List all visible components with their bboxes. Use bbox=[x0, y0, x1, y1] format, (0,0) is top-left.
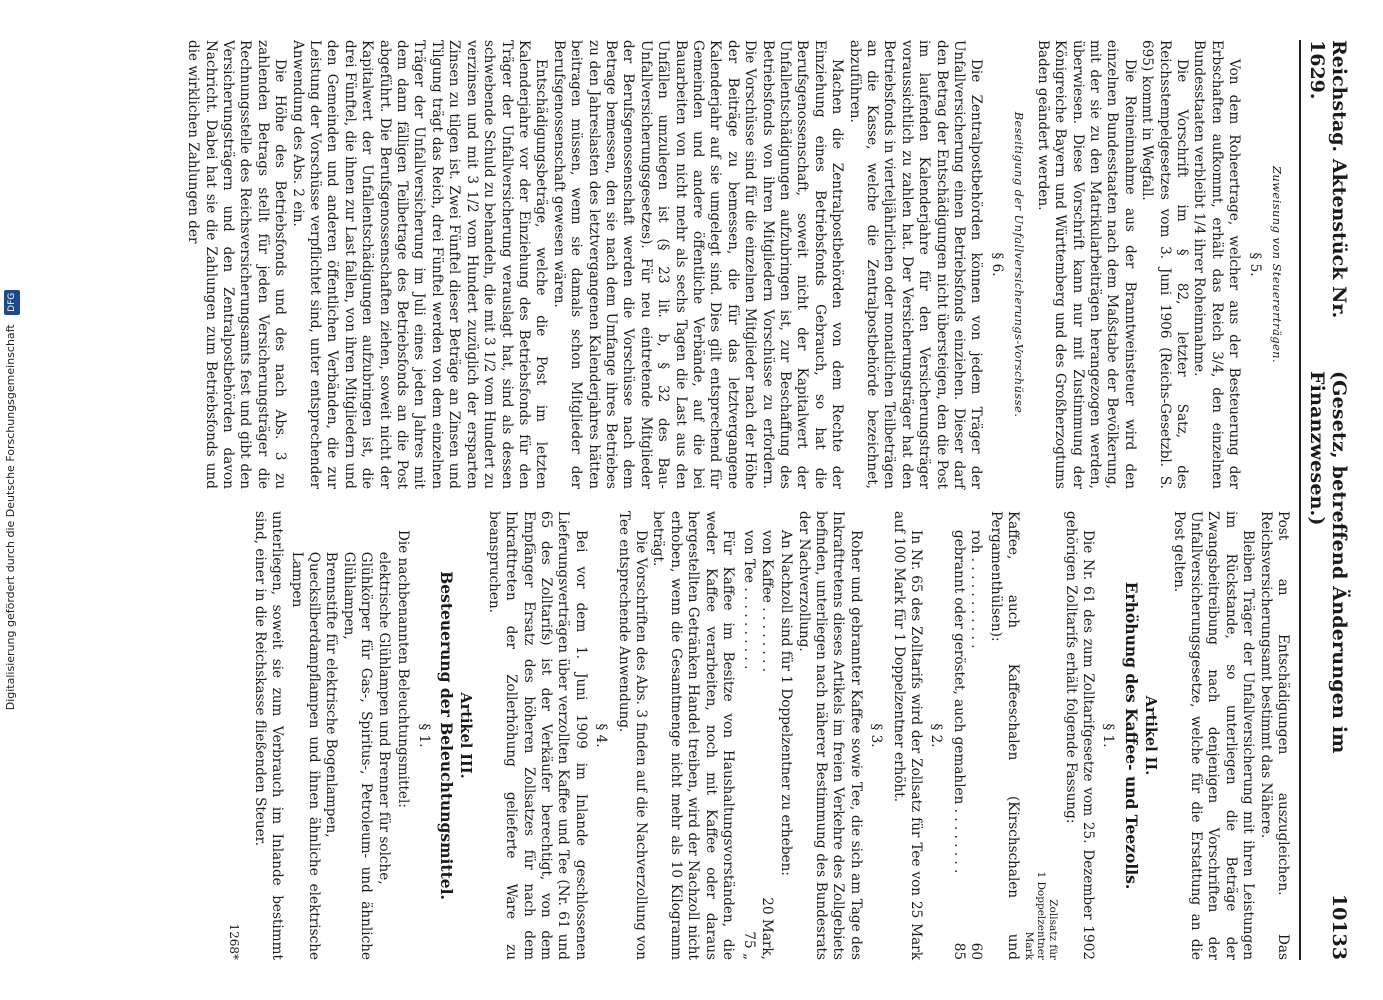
rate-value: 60 bbox=[968, 942, 985, 960]
rate-intro: Kaffee, auch Kaffeeschalen (Kirschschalen und Pergamenthülsen): bbox=[987, 511, 1022, 960]
list-item: Glühkörper für Gas-, Spiritus-, Petroleum- und ähnliche Glühlampen, bbox=[340, 551, 375, 960]
paragraph-text: Für Kaffee im Besitze von Haushaltungsvorständen, die weder Kaffee verarbeiten, noch mit Kaffee oder daraus hergestellten Getränken Handel treiben, wird der Nachzoll nicht erhoben, wenn die Gesamtmenge nicht mehr als 10 Kilogramm beträgt. bbox=[650, 511, 737, 960]
paragraph-text: An Nachzoll sind für 1 Doppelzentner zu erheben: bbox=[778, 530, 795, 876]
lighting-items-list bbox=[287, 552, 391, 960]
paragraph-text: unterliegen, soweit sie zum Verbrauch im Inlande bestimmt sind, einer in die Reichskasse fließenden Steuer. bbox=[251, 511, 286, 960]
rate-header-line: Mark bbox=[1023, 931, 1036, 960]
page-header bbox=[1299, 40, 1350, 960]
rate-label: roh . . . . . . . . . . . bbox=[968, 530, 985, 649]
article-title-3: Besteuerung der Beleuchtungsmittel. bbox=[436, 571, 456, 900]
paragraph-text: Die Vorschriften des Abs. 3 finden auf die Nachverzollung von Tee entsprechende Anwendung. bbox=[615, 511, 649, 960]
right-column bbox=[184, 511, 1291, 960]
nachzoll-table bbox=[740, 530, 775, 960]
paragraph-text: Die Vorschrift im § 82, letzter Satz, des Reichsstempelgesetzes vom 3. Juni 1906 (Reichs-Gesetzbl. S. 695) kommt in Wegfall. bbox=[1139, 40, 1190, 489]
rate-header-line: Zollsatz für bbox=[1047, 899, 1060, 960]
page-footer-mark: 1268* bbox=[227, 923, 242, 960]
page-number: 10133 bbox=[1328, 893, 1350, 960]
dfg-logo: DFG bbox=[4, 290, 20, 315]
list-item: elektrische Glühlampen und Brenner für solche, bbox=[375, 551, 392, 885]
nachzoll-value: 20 Mark, bbox=[758, 897, 775, 960]
list-item: Quecksilberdampflampen und ihnen ähnliche elektrische Lampen bbox=[288, 551, 323, 960]
paragraph-text: In Nr. 65 des Zolltarifs wird der Zollsatz für Tee von 25 Mark auf 100 Mark für 1 Doppelzentner erhöht. bbox=[890, 511, 925, 960]
paragraph-heading-5: § 5. bbox=[1246, 252, 1263, 277]
left-column bbox=[184, 40, 1291, 489]
list-item: Brennstifte für elektrische Bogenlampen, bbox=[323, 551, 340, 838]
article-title-2: Erhöhung des Kaffee- und Teezolls. bbox=[1121, 581, 1141, 890]
paragraph-heading: § 1. bbox=[415, 723, 432, 748]
paragraph-text: Die Zentralpostbehörden können von jedem Träger der Unfallversicherung einen Betriebsfonds einziehen. Dieser darf den Betrag der Entschädigungen nicht übersteigen, den die Post im laufenden Kalenderjahre für den Versicherungsträger voraussichtlich zu zahlen hat. Der Versicherungsträger hat den Betriebsfonds in vierteljährlichen oder monatlichen Teilbeträgen an die Kasse, welche die Zentralpostbehörde bezeichnet, abzuführen. bbox=[846, 40, 985, 489]
rate-table-header bbox=[1023, 511, 1059, 960]
paragraph-text: Von dem Roheertrage, welcher aus der Besteuerung der Erbschaften aufkommt, erhält das Reich 3/4, den einzelnen Bundesstaaten verbleibt 1/4 ihrer Roheinnahme. bbox=[1191, 40, 1243, 489]
header-center: (Gesetz, betreffend Änderungen im Finanzwesen.) bbox=[1306, 370, 1350, 754]
rate-row bbox=[967, 530, 984, 960]
paragraph-text: Die Nr. 61 des zum Zolltarifgesetze vom 25. Dezember 1902 gehörigen Zolltarifs erhält folgende Fassung: bbox=[1062, 511, 1096, 960]
paragraph-text: Machen die Zentralpostbehörden von dem Rechte der Einziehung eines Betriebsfonds Gebrauch, so hat die Berufsgenossenschaft, soweit nicht der Kapitalwert der Unfallentschädigungen aufzubringen ist, zur Beschaffung des Betriebsfonds von ihren Mitgliedern Vorschüsse zu erfordern. Die Vorschüsse sind für die einzelnen Mitglieder nach der Höhe der Beiträge zu bemessen, die für das letztvergangene Kalenderjahr auf sie umgelegt sind. Dies gilt entsprechend für Gemeinden und andere öffentliche Verbände, auf die bei Bauarbeiten von nicht mehr als sechs Tagen die Last aus den Unfällen umzulegen ist (§ 23 lit. b, § 32 des Bau-Unfallversicherungsgesetzes). Für neu eintretende Mitglieder der Berufsgenossenschaft werden die Vorschüsse nach dem Betrage bemessen, den sie nach dem Umfange ihres Betriebes zu den Jahreslasten des letztvergangenen Kalenderjahres hätten beitragen müssen, wenn sie damals schon Mitglieder der Berufsgenossenschaft gewesen wären. bbox=[550, 40, 846, 489]
paragraph-text: Die Höhe des Betriebsfonds und des nach Abs. 3 zu zahlenden Betrags stellt für jeden Versicherungsträger die Rechnungsstelle des Reichsversicherungsamts fest und gibt den Versicherungsträgern und den Zentralpostbehörden davon Nachricht. Dabei hat sie die Zahlungen zum Betriebsfonds und die wirklichen Zahlungen der bbox=[185, 40, 289, 489]
paragraph-heading: § 3. bbox=[868, 723, 885, 748]
paragraph-text: Die Reineinnahme aus der Branntweinsteuer wird den einzelnen Bundesstaaten nach dem Maßstabe der Bevölkerung, mit der sie zu den Matrikularbeiträgen herangezogen werden, überwiesen. Diese Vorschrift kann nur mit Zustimmung der Königreiche Bayern und Württemberg und des Großherzogtums Baden geändert werden. bbox=[1034, 40, 1138, 489]
paragraph-text: Bleiben Träger der Unfallversicherung mit ihren Leistungen im Rückstande, so unterliegen die Beträge der Zwangsbeitreibung nach denjenigen Vorschriften der Unfallversicherungsgesetze, welche für die Erstattung an die Post gelten. bbox=[1170, 511, 1257, 960]
nachzoll-row bbox=[740, 530, 757, 960]
nachzoll-row bbox=[757, 530, 774, 960]
digitization-credit-strip bbox=[0, 0, 22, 1000]
paragraph-text: Entschädigungsbeträge, welche die Post im letzten Kalenderjahre vor der Einziehung des Betriebsfonds für den Träger der Unfallversicherung verauslagt hat, sind als dessen schwebende Schuld zu behandeln, die mit 3 1/2 vom Hundert zu verzinsen und mit 3 1/2 vom Hundert zuzüglich der ersparten Zinsen zu tilgen ist. Zwei Fünftel dieser Beträge an Zinsen und Tilgung trägt das Reich, drei Fünftel werden von dem einzelnen Träger der Unfallversicherung im Juli eines jeden Jahres mit dem dann fälligen Teilbetrage des Betriebsfonds an die Post abgeführt. Die Berufsgenossenschaften ziehen, soweit nicht der Kapitalwert der Unfallentschädigungen aufzubringen ist, die drei Fünftel, die ihnen zur Last fallen, von ihren Mitgliedern und den Gemeinden und anderen öffentlichen Verbänden, die zur Leistung der Vorschüsse verpflichtet sind, unter entsprechender Anwendung des Abs. 2 ein. bbox=[289, 40, 550, 489]
paragraph-text: Bei vor dem 1. Juni 1909 im Inlande geschlossenen Lieferungsverträgen über verzollten Kaffee und Tee (Nr. 61 und 65 des Zolltarifs) ist der Verkäufer berechtigt, von dem Empfänger Ersatz des höheren Zollsatzes für nach dem Inkrafttreten der Zollerhöhung gelieferte Ware zu beanspruchen. bbox=[485, 511, 589, 960]
article-heading-2: Artikel II. bbox=[1142, 695, 1160, 776]
paragraph-heading-6: § 6. bbox=[988, 252, 1005, 277]
article-heading-3: Artikel III. bbox=[457, 692, 475, 779]
section-title-unfallversicherung: Beseitigung der Unfallversicherungs-Vorschüsse. bbox=[1012, 111, 1027, 418]
rate-value: 85 bbox=[950, 942, 967, 960]
rate-label: gebrannt oder geröstet, auch gemahlen . . . . . . . . bbox=[950, 530, 967, 874]
rate-header-line: 1 Doppelzentner bbox=[1035, 871, 1048, 960]
header-left: Reichstag. Aktenstück Nr. 1629. bbox=[1306, 40, 1350, 319]
paragraph-text: Die nachbenannten Beleuchtungsmittel: bbox=[395, 530, 412, 808]
scanned-page bbox=[64, 14, 1360, 986]
section-title-steuerertraege: Zuweisung von Steuererträgen. bbox=[1270, 165, 1284, 364]
rate-row bbox=[950, 530, 967, 960]
scanned-page-area bbox=[64, 14, 1360, 986]
nachzoll-label: von Tee . . . . . . . . . . bbox=[741, 530, 758, 670]
paragraph-text: Roher und gebrannter Kaffee sowie Tee, die sich am Tage des Inkrafttretens dieses Artikels im freien Verkehre des Zollgebiets befinden, unterliegen nach näherer Bestimmung des Bundesrats der Nachverzollung. bbox=[795, 511, 864, 960]
nachzoll-label: von Kaffee . . . . . . . . bbox=[758, 530, 775, 673]
paragraph-text: Post an Entschädigungen auszugleichen. Das Reichsversicherungsamt bestimmt das Nähere. bbox=[1257, 511, 1291, 960]
paragraph-heading: § 4. bbox=[593, 723, 610, 748]
text-columns bbox=[184, 40, 1291, 960]
digitization-credit-text: Digitalisierung gefördert durch die Deutsche Forschungsgemeinschaft bbox=[4, 324, 17, 711]
rate-table bbox=[950, 530, 985, 960]
paragraph-heading: § 1. bbox=[1100, 723, 1117, 748]
paragraph-heading: § 2. bbox=[928, 723, 945, 748]
nachzoll-value: 75 „ bbox=[741, 931, 758, 960]
